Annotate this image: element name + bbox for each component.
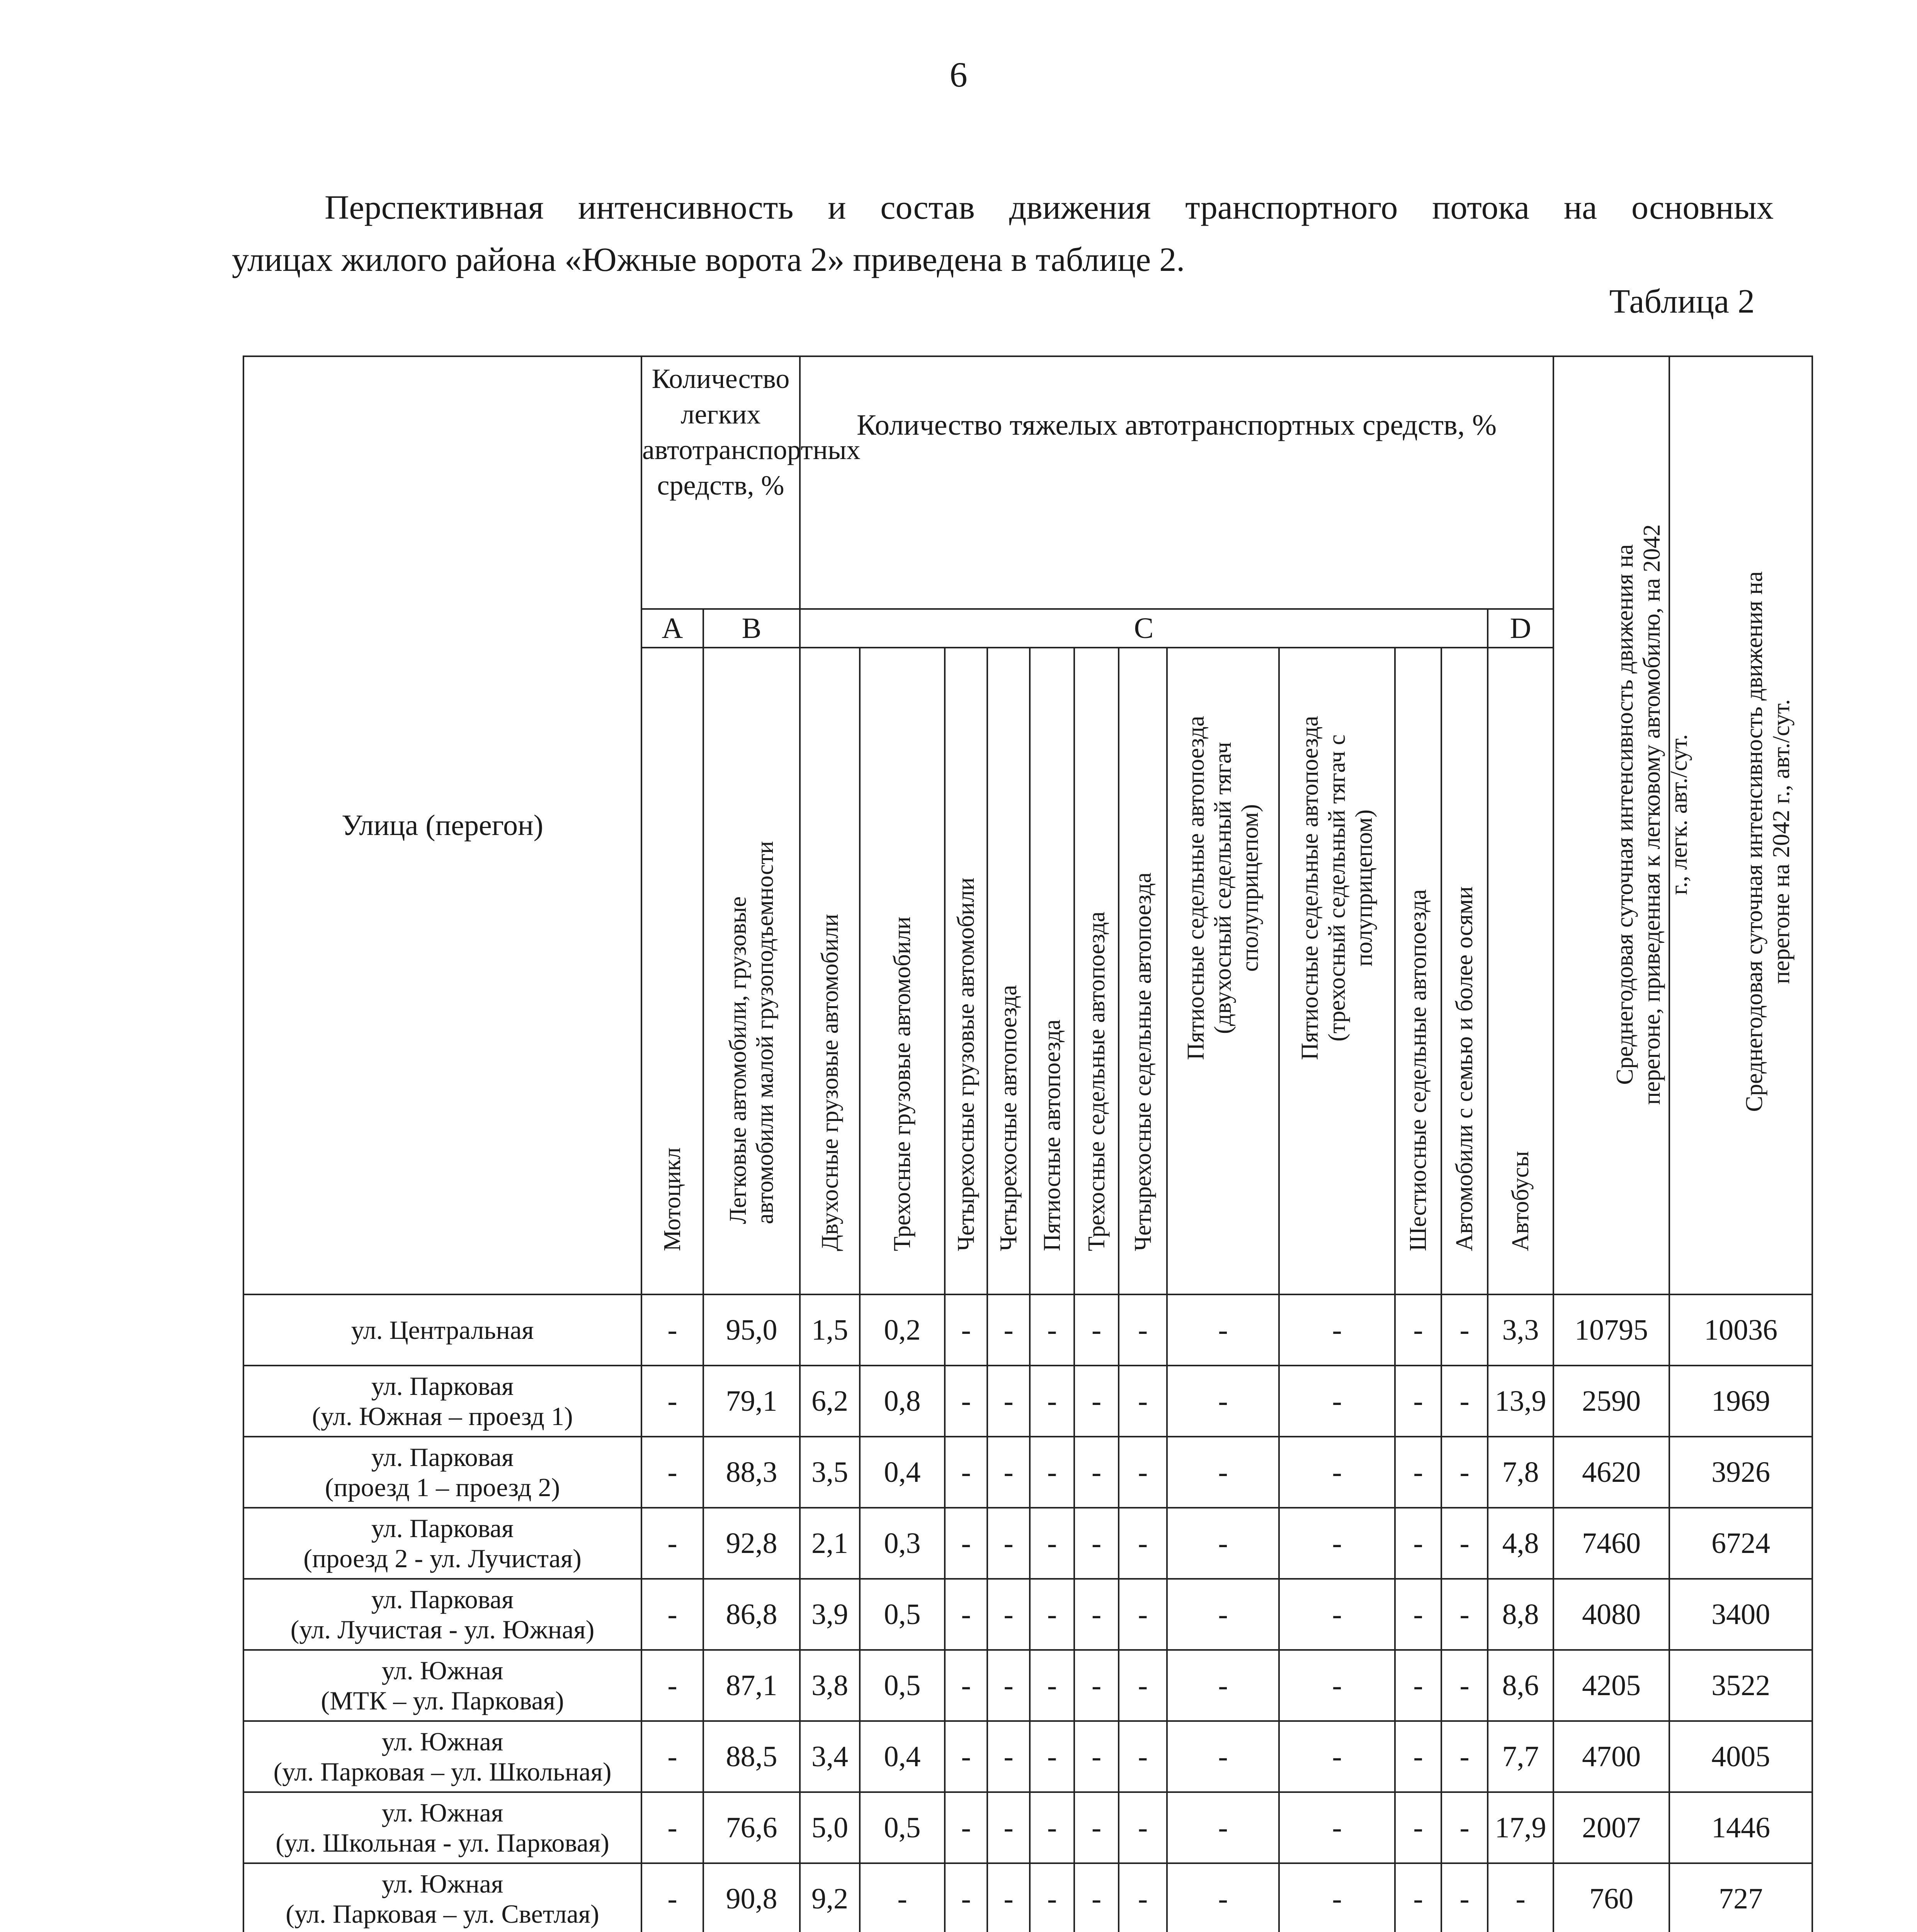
cell-avg1: 10795 [1553, 1294, 1669, 1366]
street-segment: (проезд 2 - ул. Лучистая) [303, 1544, 582, 1573]
street-segment: (ул. Парковая – ул. Светлая) [286, 1899, 599, 1929]
cell-cars: 79,1 [703, 1366, 800, 1437]
cell-c10: - [1395, 1650, 1441, 1721]
col-five-axle-semi-three-axle-tractor: Пятиосные седельные автопоезда (трехосный седельный тягач с полуприцепом) [1279, 648, 1395, 1294]
cell-moto: - [641, 1721, 703, 1792]
street-name: ул. Южная [381, 1656, 503, 1685]
street-segment: (ул. Лучистая - ул. Южная) [290, 1615, 595, 1644]
cell-moto: - [641, 1579, 703, 1650]
cell-moto: - [641, 1508, 703, 1579]
col-three-axle-semi: Трехосные седельные автопоезда [1074, 648, 1119, 1294]
cell-c2: 0,3 [860, 1508, 945, 1579]
cell-c4: - [987, 1863, 1030, 1932]
cell-c5: - [1030, 1579, 1074, 1650]
cell-c2: 0,4 [860, 1721, 945, 1792]
street-name: ул. Центральная [351, 1315, 534, 1345]
cell-c8: - [1167, 1863, 1279, 1932]
col-motorcycle: Мотоцикл [641, 648, 703, 1294]
intro-line-1: Перспективная интенсивность и состав движения транспортного потока на основных [325, 189, 1774, 226]
street-name: ул. Парковая [371, 1442, 514, 1472]
cell-bus: 17,9 [1488, 1792, 1553, 1863]
cell-bus: 4,8 [1488, 1508, 1553, 1579]
cell-c10: - [1395, 1579, 1441, 1650]
cell-c1: 3,4 [800, 1721, 860, 1792]
street-header: Улица (перегон) [243, 356, 641, 1294]
cell-c5: - [1030, 1294, 1074, 1366]
cell-cars: 92,8 [703, 1508, 800, 1579]
table-row [243, 1366, 1812, 1437]
table-row [243, 1721, 1812, 1792]
group-c: C [800, 609, 1488, 648]
cell-c2: 0,2 [860, 1294, 945, 1366]
cell-c6: - [1074, 1437, 1119, 1508]
cell-avg2: 1969 [1669, 1366, 1812, 1437]
street-segment: (ул. Южная – проезд 1) [312, 1401, 573, 1431]
cell-avg2: 727 [1669, 1863, 1812, 1932]
cell-c3: - [945, 1579, 987, 1650]
cell-c8: - [1167, 1366, 1279, 1437]
cell-c3: - [945, 1863, 987, 1932]
page-number: 6 [949, 55, 968, 94]
cell-avg1: 2007 [1553, 1792, 1669, 1863]
cell-avg2: 4005 [1669, 1721, 1812, 1792]
cell-c3: - [945, 1294, 987, 1366]
cell-c11: - [1441, 1650, 1488, 1721]
cell-c9: - [1279, 1792, 1395, 1863]
cell-c2: 0,5 [860, 1792, 945, 1863]
cell-c6: - [1074, 1508, 1119, 1579]
street-cell [243, 1579, 641, 1650]
cell-moto: - [641, 1650, 703, 1721]
cell-moto: - [641, 1437, 703, 1508]
street-segment: (ул. Школьная - ул. Парковая) [276, 1828, 609, 1857]
cell-c8: - [1167, 1508, 1279, 1579]
table-row [243, 1437, 1812, 1508]
cell-avg1: 4205 [1553, 1650, 1669, 1721]
cell-moto: - [641, 1863, 703, 1932]
cell-bus: - [1488, 1863, 1553, 1932]
cell-c7: - [1119, 1579, 1167, 1650]
cell-c11: - [1441, 1863, 1488, 1932]
street-segment: (ул. Парковая – ул. Школьная) [273, 1757, 612, 1786]
group-b: B [703, 609, 800, 648]
street-cell [243, 1650, 641, 1721]
cell-c5: - [1030, 1792, 1074, 1863]
cell-c1: 3,8 [800, 1650, 860, 1721]
col-five-axle-semi-two-axle-tractor: Пятиосные седельные автопоезда (двухосный седельный тягач сполуприцепом) [1167, 648, 1279, 1294]
cell-bus: 8,8 [1488, 1579, 1553, 1650]
street-cell [243, 1863, 641, 1932]
cell-avg1: 760 [1553, 1863, 1669, 1932]
cell-c5: - [1030, 1721, 1074, 1792]
cell-c6: - [1074, 1579, 1119, 1650]
cell-c1: 5,0 [800, 1792, 860, 1863]
cell-c8: - [1167, 1721, 1279, 1792]
cell-bus: 7,8 [1488, 1437, 1553, 1508]
col-three-axle-trucks: Трехосные грузовые автомобили [860, 648, 945, 1294]
street-name: ул. Парковая [371, 1514, 514, 1543]
cell-c10: - [1395, 1721, 1441, 1792]
cell-c7: - [1119, 1721, 1167, 1792]
cell-c7: - [1119, 1437, 1167, 1508]
cell-avg1: 4080 [1553, 1579, 1669, 1650]
cell-c9: - [1279, 1294, 1395, 1366]
group-d: D [1488, 609, 1553, 648]
cell-c8: - [1167, 1792, 1279, 1863]
cell-c1: 2,1 [800, 1508, 860, 1579]
cell-c9: - [1279, 1508, 1395, 1579]
cell-c11: - [1441, 1579, 1488, 1650]
cell-c5: - [1030, 1508, 1074, 1579]
light-vehicles-header: Количество легких автотранспортных средств, % [641, 356, 800, 609]
cell-avg2: 10036 [1669, 1294, 1812, 1366]
cell-cars: 95,0 [703, 1294, 800, 1366]
cell-c11: - [1441, 1792, 1488, 1863]
cell-c3: - [945, 1792, 987, 1863]
col-seven-plus-axle: Автомобили с семью и более осями [1441, 648, 1488, 1294]
cell-c1: 9,2 [800, 1863, 860, 1932]
table-row [243, 1650, 1812, 1721]
cell-c7: - [1119, 1792, 1167, 1863]
col-four-axle-trucks: Четырехосные грузовые автомобили [945, 648, 987, 1294]
table-row [243, 1294, 1812, 1366]
cell-c3: - [945, 1366, 987, 1437]
cell-c8: - [1167, 1294, 1279, 1366]
cell-avg1: 7460 [1553, 1508, 1669, 1579]
street-cell [243, 1721, 641, 1792]
cell-c10: - [1395, 1294, 1441, 1366]
cell-cars: 90,8 [703, 1863, 800, 1932]
cell-c6: - [1074, 1294, 1119, 1366]
cell-c3: - [945, 1721, 987, 1792]
street-name: ул. Южная [381, 1869, 503, 1898]
cell-cars: 76,6 [703, 1792, 800, 1863]
table-row [243, 1579, 1812, 1650]
cell-c4: - [987, 1294, 1030, 1366]
street-cell [243, 1508, 641, 1579]
cell-c10: - [1395, 1437, 1441, 1508]
avg-intensity-header: Среднегодовая суточная интенсивность движения на перегоне на 2042 г., авт./сут. [1669, 356, 1812, 1294]
cell-c9: - [1279, 1650, 1395, 1721]
col-buses: Автобусы [1488, 648, 1553, 1294]
cell-c7: - [1119, 1650, 1167, 1721]
cell-c5: - [1030, 1366, 1074, 1437]
cell-c10: - [1395, 1863, 1441, 1932]
cell-avg2: 1446 [1669, 1792, 1812, 1863]
cell-c3: - [945, 1508, 987, 1579]
cell-c1: 6,2 [800, 1366, 860, 1437]
cell-c10: - [1395, 1366, 1441, 1437]
cell-c6: - [1074, 1863, 1119, 1932]
cell-c11: - [1441, 1508, 1488, 1579]
intro-line-2: улицах жилого района «Южные ворота 2» приведена в таблице 2. [232, 241, 1185, 279]
cell-c2: 0,5 [860, 1579, 945, 1650]
cell-c5: - [1030, 1650, 1074, 1721]
street-name: ул. Южная [381, 1727, 503, 1756]
cell-c7: - [1119, 1366, 1167, 1437]
street-name: ул. Южная [381, 1798, 503, 1827]
cell-avg2: 6724 [1669, 1508, 1812, 1579]
cell-moto: - [641, 1366, 703, 1437]
cell-c2: 0,8 [860, 1366, 945, 1437]
cell-c6: - [1074, 1650, 1119, 1721]
cell-c6: - [1074, 1721, 1119, 1792]
col-two-axle-trucks: Двухосные грузовые автомобили [800, 648, 860, 1294]
cell-c7: - [1119, 1508, 1167, 1579]
cell-moto: - [641, 1792, 703, 1863]
cell-bus: 3,3 [1488, 1294, 1553, 1366]
cell-c7: - [1119, 1294, 1167, 1366]
cell-c4: - [987, 1721, 1030, 1792]
table-row [243, 1508, 1812, 1579]
street-cell [243, 1294, 641, 1366]
street-name: ул. Парковая [371, 1585, 514, 1614]
cell-c8: - [1167, 1579, 1279, 1650]
traffic-table [243, 355, 1813, 1932]
cell-c11: - [1441, 1437, 1488, 1508]
street-cell [243, 1792, 641, 1863]
col-four-axle-semi: Четырехосные седельные автопоезда [1119, 648, 1167, 1294]
cell-c9: - [1279, 1721, 1395, 1792]
cell-c2: 0,5 [860, 1650, 945, 1721]
col-passenger-cars: Легковые автомобили, грузовые автомобили малой грузоподъемности [703, 648, 800, 1294]
cell-c6: - [1074, 1366, 1119, 1437]
cell-bus: 7,7 [1488, 1721, 1553, 1792]
avg-intensity-reduced-header: Среднегодовая суточная интенсивность движения на перегоне, приведенная к легковому автомобилю, на 2042 г., легк. авт./сут. [1553, 356, 1669, 1294]
col-four-axle-trains: Четырехосные автопоезда [987, 648, 1030, 1294]
cell-c1: 3,5 [800, 1437, 860, 1508]
street-cell [243, 1437, 641, 1508]
cell-cars: 86,8 [703, 1579, 800, 1650]
street-name: ул. Парковая [371, 1371, 514, 1401]
cell-c3: - [945, 1437, 987, 1508]
street-segment: (МТК – ул. Парковая) [321, 1686, 564, 1715]
intro-paragraph [232, 182, 1774, 286]
cell-c2: 0,4 [860, 1437, 945, 1508]
cell-c1: 1,5 [800, 1294, 860, 1366]
cell-c10: - [1395, 1508, 1441, 1579]
cell-c2: - [860, 1863, 945, 1932]
cell-avg1: 2590 [1553, 1366, 1669, 1437]
cell-avg2: 3926 [1669, 1437, 1812, 1508]
cell-bus: 13,9 [1488, 1366, 1553, 1437]
cell-c4: - [987, 1579, 1030, 1650]
cell-c6: - [1074, 1792, 1119, 1863]
cell-avg1: 4620 [1553, 1437, 1669, 1508]
cell-c8: - [1167, 1437, 1279, 1508]
cell-avg1: 4700 [1553, 1721, 1669, 1792]
street-cell [243, 1366, 641, 1437]
cell-c3: - [945, 1650, 987, 1721]
cell-moto: - [641, 1294, 703, 1366]
cell-c4: - [987, 1366, 1030, 1437]
cell-c9: - [1279, 1366, 1395, 1437]
cell-c9: - [1279, 1579, 1395, 1650]
group-a: A [641, 609, 703, 648]
cell-c5: - [1030, 1437, 1074, 1508]
cell-cars: 87,1 [703, 1650, 800, 1721]
col-five-axle-trains: Пятиосные автопоезда [1030, 648, 1074, 1294]
cell-c4: - [987, 1437, 1030, 1508]
cell-avg2: 3400 [1669, 1579, 1812, 1650]
cell-c4: - [987, 1508, 1030, 1579]
cell-cars: 88,3 [703, 1437, 800, 1508]
cell-c10: - [1395, 1792, 1441, 1863]
cell-c9: - [1279, 1437, 1395, 1508]
table-caption: Таблица 2 [1609, 283, 1755, 320]
cell-cars: 88,5 [703, 1721, 800, 1792]
cell-bus: 8,6 [1488, 1650, 1553, 1721]
col-six-axle-semi: Шестиосные седельные автопоезда [1395, 648, 1441, 1294]
cell-c7: - [1119, 1863, 1167, 1932]
cell-c1: 3,9 [800, 1579, 860, 1650]
cell-c8: - [1167, 1650, 1279, 1721]
heavy-vehicles-header: Количество тяжелых автотранспортных средств, % [800, 356, 1553, 609]
table-row [243, 1792, 1812, 1863]
table-row [243, 1863, 1812, 1932]
cell-c4: - [987, 1792, 1030, 1863]
cell-c4: - [987, 1650, 1030, 1721]
cell-c11: - [1441, 1294, 1488, 1366]
cell-c11: - [1441, 1721, 1488, 1792]
cell-c5: - [1030, 1863, 1074, 1932]
cell-avg2: 3522 [1669, 1650, 1812, 1721]
street-segment: (проезд 1 – проезд 2) [325, 1473, 560, 1502]
cell-c11: - [1441, 1366, 1488, 1437]
cell-c9: - [1279, 1863, 1395, 1932]
